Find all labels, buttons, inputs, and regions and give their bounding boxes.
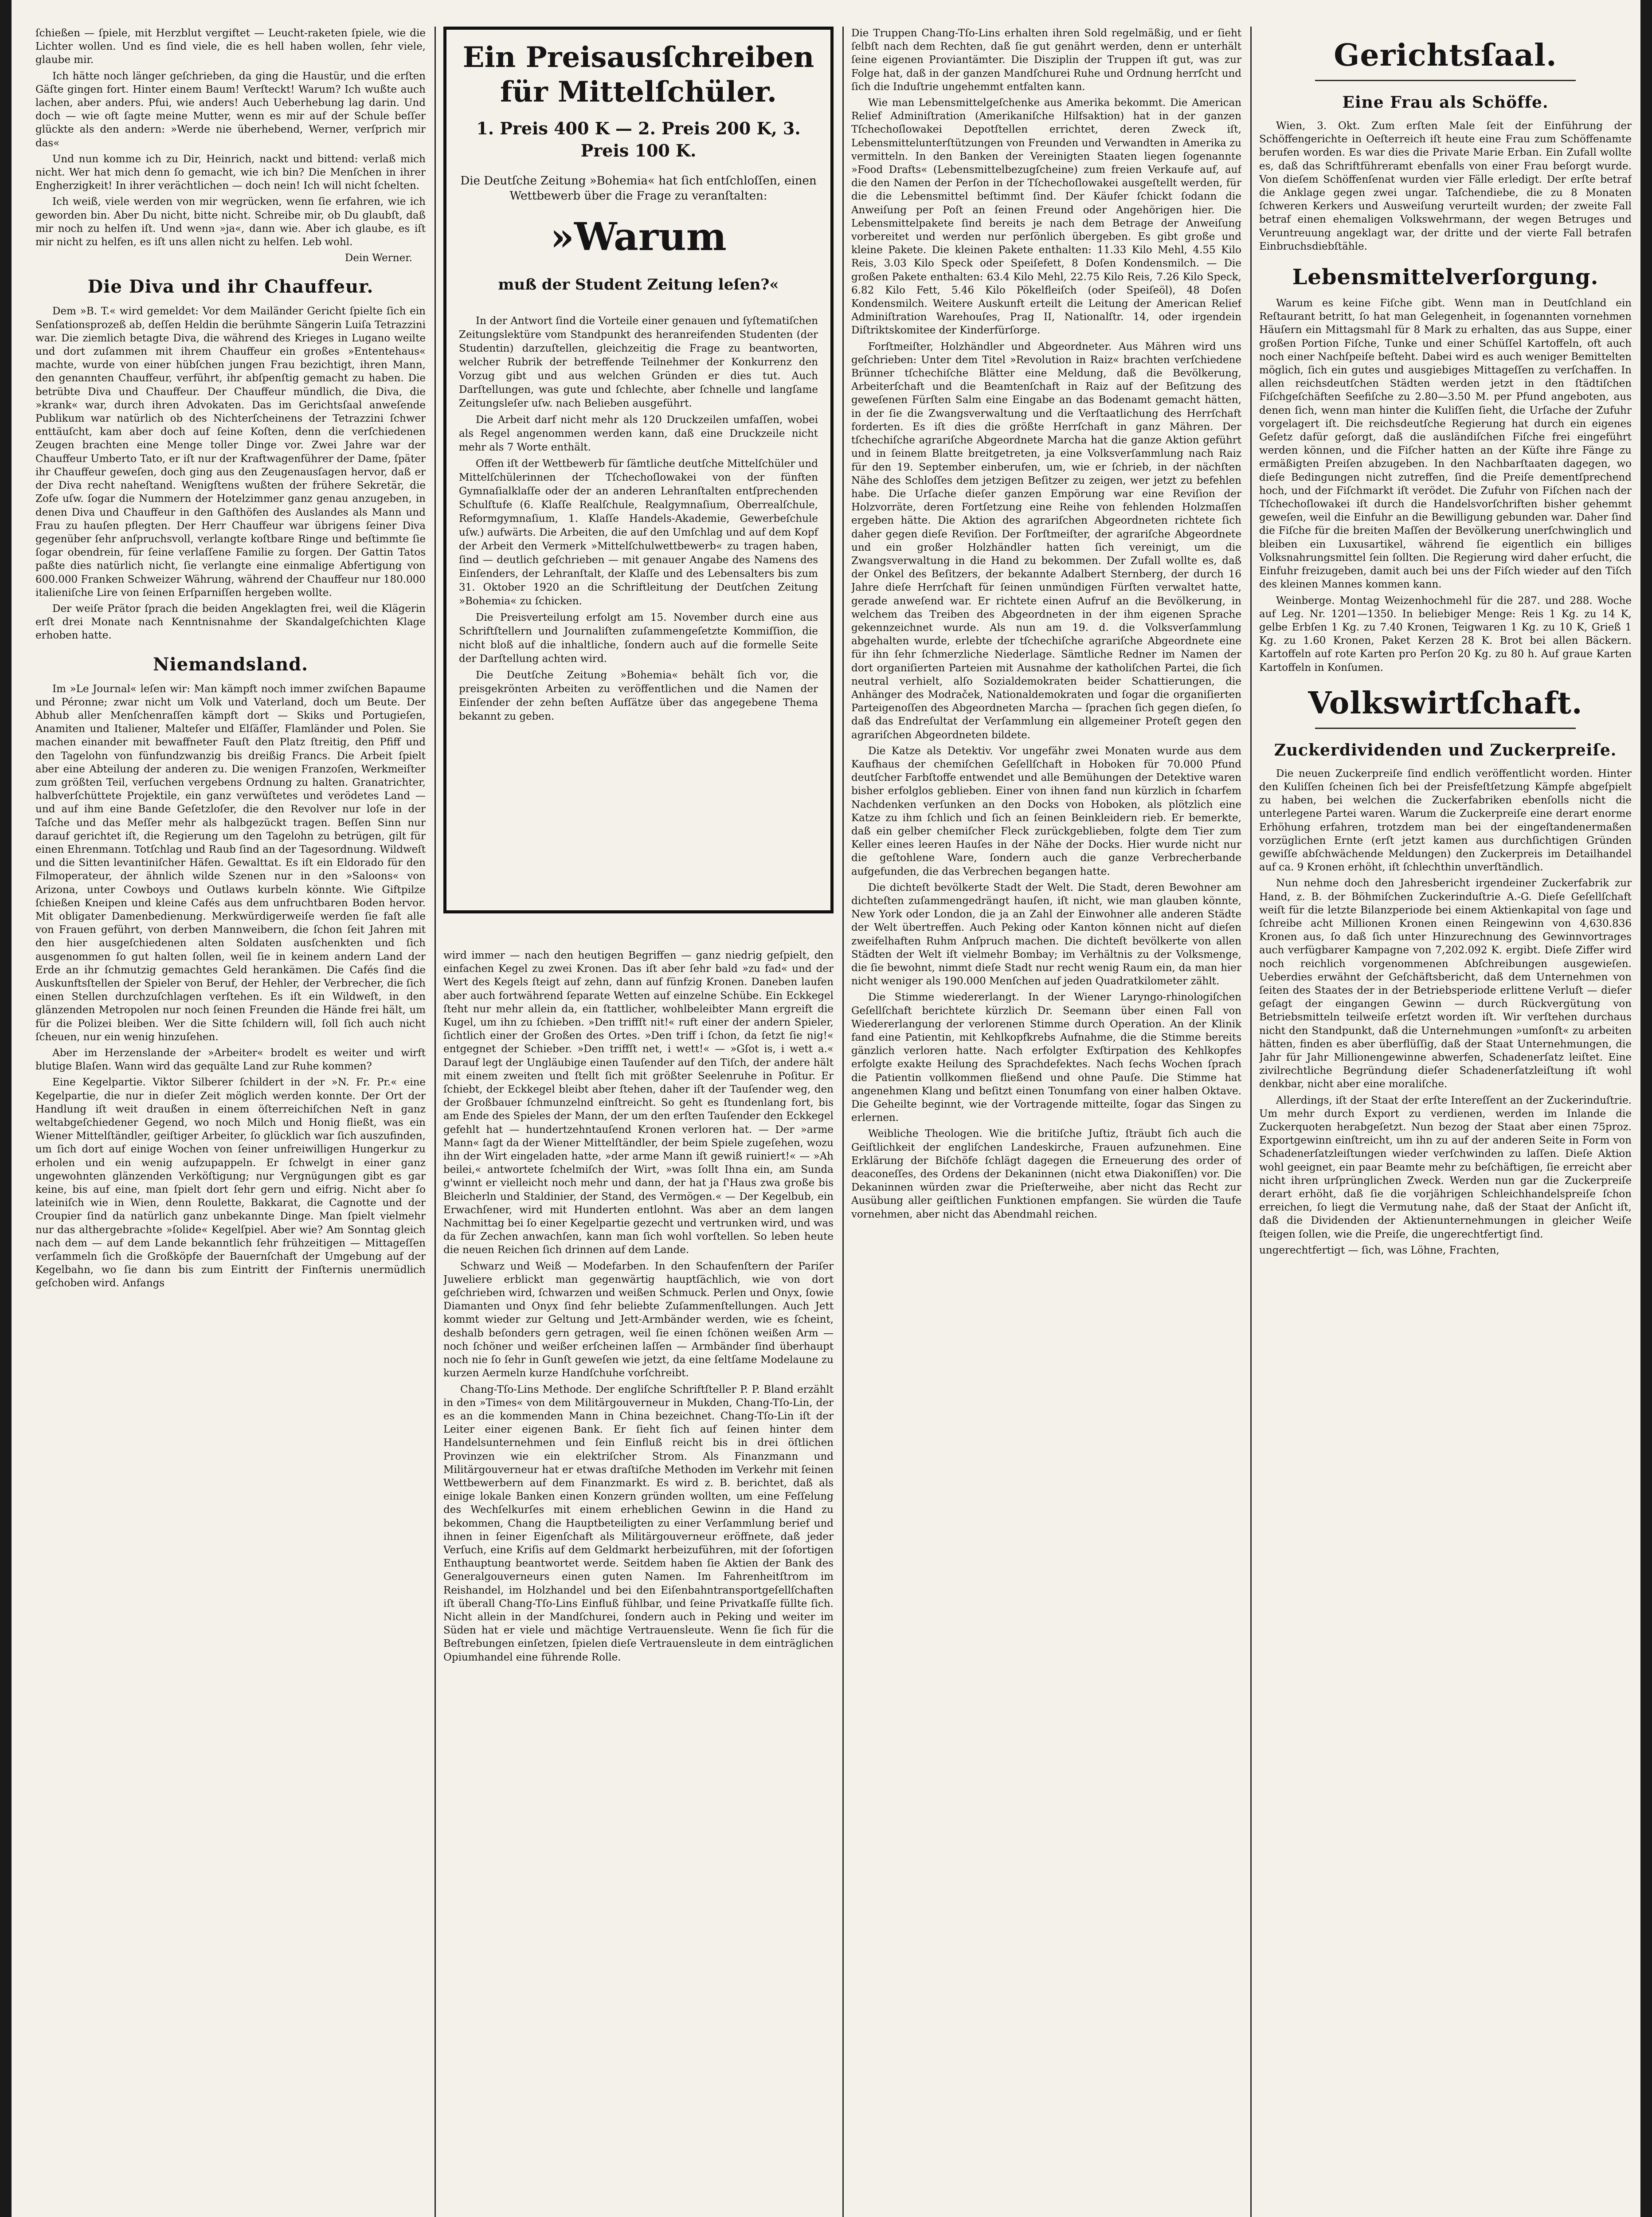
column-rule [1250,27,1252,2217]
article-headline-niemandsland: Niemandsland. [153,654,309,675]
article-paragraph: ungerechtfertigt — ſich, was Löhne, Frachten, [1259,1244,1499,1256]
contest-intro: Die Deutſche Zeitung »Bohemia« hat ſich entſchloſſen, einen Wettbewerb über die Frage zu veranſtalten: [460,174,817,203]
contest-question-main: »Warum [550,215,727,259]
article-paragraph: Warum es keine Fiſche gibt. Wenn man in Deutſchland ein Reſtaurant betritt, ſo hat man Gelegenheit, in ſogenannten vornehmen Häuſern ein Mittagsmahl für 8 Mark zu erhalten, das aus Suppe, einer großen Portion Fiſche, Tunke und einer Schüſſel Kartoffeln, oft auch noch einer Nachſpeiſe beſteht. Dabei wird es auch weniger Bemittelten möglich, ſich ein gutes und ausgiebiges Mittageſſen zu verſchaffen. In allen reichsdeutſchen Städten werden jetzt in den ſtädtiſchen Fiſchgeſchäften Seefiſche zu 2.80—3.50 M. per Pfund angeboten, aus denen ſich, wenn man hinter die Kuliſſen ſieht, die Urſache der Zufuhr vorgelagert iſt. Die reichsdeutſche Regierung hat durch ein eigenes Geſetz dafür geſorgt, daß die ausländiſchen Fiſche frei eingeführt werden können, und die Fiſcher hatten an der Küſte ihre Fänge zu ermäßigten Preiſen abzugeben. In den Nachbarſtaaten dagegen, wo dieſe Bedingungen nicht zutreffen, ſind die Preiſe dementſprechend hoch, und der Fiſchmarkt iſt verödet. Die Zufuhr von Fiſchen nach der Tſchechoſlowakei iſt durch die Handelsvorſchriften bisher gehemmt geweſen, weil die Einfuhr an die Bewilligung gebunden war. Daher ſind die Fiſche für die breiten Maſſen der Bevölkerung unerſchwinglich und bleiben ein Luxusartikel, während ſie eigentlich ein billiges Volksnahrungsmittel ſein ſollten. Die Regierung wird daher erſucht, die Einfuhr freizugeben, damit auch bei uns der Fiſch wieder auf den Tiſch des kleinen Mannes kommen kann. [1259,298,1632,591]
scan-edge-left [0,0,12,2217]
article-paragraph: Chang-Tſo-Lins Methode. Der engliſche Schriftſteller P. P. Bland erzählt in den »Times« von dem Militärgouverneur in Mukden, Chang-Tſo-Lin, der es an die kommenden Mann in China bezeichnet. Chang-Tſo-Lin iſt der Leiter einer eigenen Bank. Er ſieht ſich auf ſeinen hinter dem Handelsunternehmen und ſein Einfluß reicht bis in drei öſtlichen Provinzen wie ein elektriſcher Strom. Als Finanzmann und Militärgouverneur hat er etwas draſtiſche Methoden im Verkehr mit ſeinen Wettbewerbern auf dem Finanzmarkt. Es wird z. B. berichtet, daß als einige lokale Banken einen Konzern gründen wollten, um eine Feſſelung des Wechſelkurſes mit einem erheblichen Gewinn in die Hand zu bekommen, Chang die Hauptbeteiligten zu einer Verſammlung berief und ihnen in ſeiner Eigenſchaft als Militärgouverneur eröffnete, daß jeder Verſuch, eine Kriſis auf dem Geldmarkt herbeizuführen, mit der ſofortigen Enthauptung beantwortet werde. Seitdem haben ſie Aktien der Bank des Generalgouverneurs einen guten Namen. Im Fahrenheitſtrom im Reishandel, im Holzhandel und bei den Eiſenbahntransportgeſellſchaften iſt überall Chang-Tſo-Lins Einfluß fühlbar, und ſeine Privatkaſſe füllte ſich. Nicht allein in der Mandſchurei, ſondern auch in Peking und weiter im Süden hat er viele und mächtige Vertrauensleute. Wenn ſie ſich für die Beſtrebungen einſetzen, ſpielen dieſe Vertrauensleute in dem einträglichen Opiumhandel eine führende Rolle. [443,1383,834,1663]
column-4 [1259,27,1632,2217]
column-2-text [443,949,834,2217]
letter-paragraph: Ich weiß, viele werden von mir wegrücken, wenn ſie erfahren, wie ich geworden bin. Aber Du nicht, bitte nicht. Schreibe mir, ob Du glaubſt, daß mir noch zu helfen iſt. Und wenn »ja«, dann wie. Aber ich glaube, es iſt mir nicht zu helfen, es iſt uns allen nicht zu helfen. Leb wohl. [35,196,426,248]
column-rule [842,27,844,2217]
article-paragraph: Eine Kegelpartie. Viktor Silberer ſchildert in der »N. Fr. Pr.« eine Kegelpartie, die nur in dieſer Zeit möglich werden konnte. Der Ort der Handlung iſt weit draußen in einem öſterreichiſchen Neſt in ganz weltabgeſchiedener Gegend, wo noch Milch und Honig fließt, was ein Wiener Mittelſtändler, geiſtiger Arbeiter, ſo glücklich war ſich auszufinden, um ſich dort auf einige Wochen von ſeiner unfreiwilligen Hungerkur zu erholen und ein wenig aufzupappeln. Er ſchwelgt in einer ganz ungewohnten glänzenden Verköſtigung; nur Vergnügungen gibt es gar keine, bis auf eine, man ſpielt dort ſehr gern und eifrig. Nicht aber ſo lateiniſch wie in Wien, denn Roulette, Bakkarat, die Cagnotte und der Croupier ſind da natürlich ganz unbekannte Dinge. Man ſpielt vielmehr nur das althergebrachte »ſolide« Kegelſpiel. Aber wie? Am Sonntag gleich nach dem — auf dem Lande bekanntlich ſehr frühzeitigen — Mittageſſen verſammeln ſich die Großköpfe der Bauernſchaft der Umgebung auf der Kegelbahn, wo ſie dann bis zum Eintritt der Finſternis unermüdlich geſchoben wird. Anfangs [35,1077,426,1289]
contest-question-sub: muß der Student Zeitung leſen?« [498,275,779,294]
article-headline-schoeffe: Eine Frau als Schöffe. [1342,93,1549,112]
contest-paragraph: Die Deutſche Zeitung »Bohemia« behält ſich vor, die preisgekrönten Arbeiten zu veröffentlichen und die Namen der Einſender der zehn beſten Aufſätze über das angegebene Thema bekannt zu geben. [459,670,818,722]
section-headline-gerichtssaal: Gerichtsſaal. [1334,38,1557,73]
article-paragraph: Aber im Herzenslande der »Arbeiter« brodelt es weiter und wirft blutige Blaſen. Wann wird das gequälte Land zur Ruhe kommen? [35,1047,426,1073]
article-paragraph: Der weiſe Prätor ſprach die beiden Angeklagten frei, weil die Klägerin erſt drei Monate nach Kenntnisnahme der Skandalgeſchichten Klage erhoben hatte. [35,603,426,642]
article-paragraph: Nun nehme doch den Jahresbericht irgendeiner Zuckerfabrik zur Hand, z. B. der Böhmiſchen Zuckerinduſtrie A.-G. Dieſe Geſellſchaft weiſt für die letzte Bilanzperiode bei einem Aktienkapital von ſage und ſchreibe acht Millionen Kronen einen Reingewinn von 4,630.836 Kronen aus, ſo daß ſich unter Hinzurechnung des Gewinnvortrages auch verfügbarer Kampagne von 7,202.092 K. ergibt. Dieſe Ziffer wird noch reichlich vorgenommenen Abſchreibungen ausgewieſen. Ueberdies erwähnt der Geſchäftsbericht, daß dem Unternehmen von ſeiten des Staates der in der Betriebsperiode erlittene Verluſt — dieſer geſagt der eingangen Gewinn — durch Rückvergütung von Betriebsmitteln teilweiſe erſetzt worden iſt. Wir verſtehen durchaus nicht den Standpunkt, daß die Unternehmungen »umſonſt« zu arbeiten hätten, finden es aber überflüſſig, daß der Staat Unternehmungen, die Jahr für Jahr Millionengewinne abwerfen, Schadenerſatz leiſtet. Eine zivilrechtliche Begründung dieſer Schadenerſatzleiſtung iſt wohl denkbar, nicht aber eine moraliſche. [1259,877,1632,1090]
contest-paragraph: Offen iſt der Wettbewerb für ſämtliche deutſche Mittelſchüler und Mittelſchülerinnen der Tſchechoſlowakei von der fünften Gymnaſialklaſſe oder der an anderen Lehranſtalten entſprechenden Schulſtufe (6. Klaſſe Realſchule, Realgymnaſium, Oberrealſchule, Reformgymnaſium, 1. Klaſſe Handels-Akademie, Gewerbeſchule uſw.) aufwärts. Die Arbeiten, die auf den Umſchlag und auf dem Kopf der Arbeit den Vermerk »Mittelſchulwettbewerb« zu tragen haben, ſind — deutlich geſchrieben — mit genauer Angabe des Namens des Einſenders, der Lehranſtalt, der Klaſſe und des Lebensalters bis zum 31. Oktober 1920 an die Schriftleitung der Deutſchen Zeitung »Bohemia« zu ſchicken. [459,458,818,607]
article-paragraph: Die Katze als Detektiv. Vor ungefähr zwei Monaten wurde aus dem Kaufhaus der chemiſchen Geſellſchaft in Hoboken für 70.000 Pfund deutſcher Farbſtoffe entwendet und alle Bemühungen der Detektive waren bisher erfolglos geblieben. Einer von ihnen fand nun kürzlich in ſcharfem Nachdenken verſunken an den Docks von Hoboken, als plötzlich eine Katze zu ihm ſchlich und ſich an ſeinen Beinkleidern rieb. Er bemerkte, daß ein gelber chemiſcher Fleck zurückgeblieben, folgte dem Tier zum Keller eines leeren Hauſes in der Nähe der Docks. Hier wurde nicht nur die geſtohlene Ware, ſondern auch die ganze Verbrecherbande aufgefunden, die das Verbrechen begangen hatte. [851,745,1241,877]
letter-paragraph: Ich hätte noch länger geſchrieben, da ging die Haustür, und die erſten Gäſte gingen fort. Hinter einem Baum! Verſteckt! Warum? Ich wußte auch lachen, aber anders. Pfui, wie anders! Auch Ueberhebung lag darin. Und doch — wie oft ſagte meine Mutter, wenn es mir auf der Schule beſſer glückte als den andern: »Werde nie überhebend, Werner, verſprich mir das« [35,70,426,149]
contest-prizes: 1. Preis 400 K — 2. Preis 200 K, 3. Preis 100 K. [476,118,801,161]
scan-edge-right [1640,0,1652,2217]
section-headline-volkswirtschaft: Volkswirtſchaft. [1308,685,1583,721]
column-1 [35,27,426,2217]
article-paragraph: wird immer — nach den heutigen Begriffen — ganz niedrig geſpielt, den einfachen Kegel zu zwei Kronen. Das iſt aber ſehr bald »zu fad« und der Wert des Kegels ſteigt auf zehn, dann auf fünfzig Kronen. Daneben laufen aber auch fortwährend ſeparate Wetten auf einzelne Schübe. Ein Eckkegel ſteht nur mehr allein da, ein ſtattlicher, wohlbeleibter Mann ergreift die Kugel, um ihn zu ſchieben. »Den triffſt nit!« ruft einer der andern Spieler, ſichtlich einer der Großen des Ortes. »Den triff i ſchon, da ſetzt ſie nig!« entgegnet der Schieber. »Den triffſt net, i wett!« — »Gſot is, i wett a.« Darauf legt der Ungläubige einen Tauſender auf den Tiſch, der andere hält mit einem zweiten und ſtellt ſich mit größter Seelenruhe in Poſitur. Er ſchiebt, der Eckkegel bleibt aber ſtehen, daher iſt der Tauſender weg, den der Großbauer ſchmunzelnd einſtreicht. So geht es ſtundenlang fort, bis am Ende des Spieles der Mann, der um den erſten Tauſender den Eckkegel gefehlt hat — hundertzehntauſend Kronen verloren hat. — Der »arme Mann« ſagt da der Wiener Mittelſtändler, der beim Spiele zugeſehen, wozu ihn der Wirt eingeladen hatte, »der arme Mann iſt gewiß ruiniert!« — »Ah beilei,« antwortete ſchelmiſch der Wirt, »was ſollt Ihna ein, am Sunda g'winnt er vielleicht noch mehr und dann, der hat ja ſ'Haus zwa große bis Bleicherln und Staldinier, der Stand, des Vermögen.« — Der Kegelbub, ein Erwachſener, wird mit Hunderten entlohnt. Was aber an dem langen Nachmittag bei ſo einer Kegelpartie gezecht und vertrunken wird, und was da für Zechen anwachſen, kann man ſich wohl vorſtellen. So leben heute die neuen Reichen ſich drinnen auf dem Lande. [443,950,834,1256]
contest-title: Ein Preisausſchreiben für Mittelſchüler. [462,41,814,109]
article-paragraph: Die neuen Zuckerpreiſe ſind endlich veröffentlicht worden. Hinter den Kuliſſen ſcheinen ſich bei der Preisfeſtſetzung Kämpfe abgeſpielt zu haben, bei welchen die Zuckerfabriken ebenſolls nicht die unterlegene Partei waren. Warum die Zuckerpreiſe eine derart enorme Erhöhung erfahren, trotzdem man bei der eingeſtandenermaßen vorzüglichen Ernte (erſt jetzt kamen aus durchſichtigen Gründen gewiſſe abſchwächende Meldungen) den Zuckerpreis im Detailhandel auf ca. 9 Kronen erhöht, iſt ſchlechthin unverſtändlich. [1259,768,1632,873]
article-paragraph: Forſtmeiſter, Holzhändler und Abgeordneter. Aus Mähren wird uns geſchrieben: Unter dem Titel »Revolution in Raiz« brachten verſchiedene Brünner tſchechiſche Blätter eine Meldung, daß die Bevölkerung, Arbeiterſchaft und die Beamtenſchaft in Raiz auf der Beſitzung des geweſenen Fürſten Salm eine Eingabe an das Bodenamt gemacht hätten, in der ſie die Zwangsverwaltung und die Verſtaatlichung des Herrſchaft forderten. Es iſt dies die größte Herrſchaft in ganz Mähren. Der tſchechiſche agrariſche Abgeordnete Marcha hat die ganze Aktion geführt und in ſeinem Blatte breitgetreten, ja eine Volksverſammlung nach Raiz für den 19. September einberufen, um, wie er ſchrieb, in der nächſten Nähe des Schloſſes dem jetzigen Beſitzer zu zeigen, wer jetzt zu befehlen habe. Die Urſache dieſer ganzen Empörung war eine Reviſion der Holzvorräte, deren Fortſetzung eine Reihe von fehlenden Holzmaſſen ergeben hätte. Die Aktion des agrariſchen Abgeordneten richtete ſich daher gegen dieſe Reviſion. Der Forſtmeiſter, der agrariſche Abgeordnete und ein großer Holzhändler hatten ſich vereinigt, um die Zwangsverwaltung in die Hand zu bekommen. Der Zufall wollte es, daß der Onkel des Beſitzers, der bekannte Adalbert Sternberg, der durch 16 Jahre dieſe Herrſchaft für ſeinen unmündigen Fürſten verwaltet hatte, gerade anweſend war. Er richtete einen Aufruf an die Bevölkerung, in welchem das Treiben des Abgeordneten in der ihm eigenen Sprache gekennzeichnet wurde. Als nun am 19. d. die Volksverſammlung abgehalten wurde, erlebte der tſchechiſche agrariſche Abgeordnete eine für ihn ſehr ſchmerzliche Niederlage. Sämtliche Redner im Namen der dort organiſierten Parteien mit Ausnahme der katholiſchen Partei, die ſich neutral verhielt, alſo Sozialdemokraten beider Schattierungen, die Anhänger des Modraček, Nationaldemokraten und ſogar die organiſierten Parteigenoſſen des Abgeordneten Marcha — ſprachen ſich gegen dieſen, ſo daß das Endreſultat der Verſammlung ein allgemeiner Proteſt gegen den agrariſchen Abgeordneten bildete. [851,341,1241,741]
column-3 [851,27,1241,2217]
article-headline-zucker: Zuckerdividenden und Zuckerpreiſe. [1274,740,1617,760]
article-paragraph: Weinberge. Montag Weizenhochmehl für die 287. und 288. Woche auf Leg. Nr. 1201—1350. In beliebiger Menge: Reis 1 Kg. zu 14 K, gelbe Erbſen 1 Kg. zu 7.40 Kronen, Teigwaren 1 Kg. zu 10 K, Grieß 1 Kg. zu 1.60 Kronen, Paket Kerzen 28 K. Brot bei allen Bäckern. Kartoffeln auf rote Karten pro Perſon 20 Kg. zu 80 h. Auf graue Karten Kartoffeln in Konſumen. [1259,595,1632,674]
contest-paragraph: In der Antwort ſind die Vorteile einer genauen und ſyſtematiſchen Zeitungslektüre vom Standpunkt des heranreifenden Studenten (der Studentin) darzuſtellen, gleichzeitig die Frage zu beantworten, welcher Rubrik der betreffende Teilnehmer der Konkurrenz den Vorzug gibt und aus welchen Gründen er dies tut. Auch Darſtellungen, was gute und ſchlechte, aber ſchnelle und langſame Zeitungsleſer uſw. nach Belieben ausgeführt. [459,315,818,409]
headline-rule [1315,728,1576,729]
section-headline-lebensmittel: Lebensmittelverſorgung. [1292,265,1599,290]
contest-paragraph: Die Preisverteilung erfolgt am 15. November durch eine aus Schriftſtellern und Journaliſten zuſammengeſetzte Kommiſſion, die nicht bloß auf die inhaltliche, ſondern auch auf die formelle Seite der Darſtellung achten wird. [459,612,818,665]
letter-paragraph: Und nun komme ich zu Dir, Heinrich, nackt und bittend: verlaß mich nicht. Wer hat mich denn ſo gemacht, wie ich bin? Die Menſchen in ihrer Engherzigkeit! In ihrer verächtlichen — doch nein! Ich will nicht ſchelten. [35,153,426,192]
article-paragraph: Im »Le Journal« leſen wir: Man kämpft noch immer zwiſchen Bapaume und Péronne; zwar nicht um Volk und Vaterland, doch um Beute. Der Abhub aller Menſchenraſſen kämpft dort — Skiks und Portugieſen, Anamiten und Italiener, Malteſer und Elſäſſer, Flamländer und Polen. Sie machen einander mit bewaffneter Fauſt den Platz ſtreitig, den Pfiff und den Tagelohn von fünfundzwanzig bis dreißig Francs. Die Arbeit ſpielt aber eine Abteilung der anderen zu. Die wenigen Franzoſen, Werkmeiſter zum größten Teil, verſuchen vergebens Ordnung zu halten. Granatrichter, halbverſchüttete Projektile, ein ganz verwüſtetes und verödetes Land — und auf ihm eine Bande Geſetzloſer, die den Revolver nur loſe in der Taſche und das Meſſer mehr als halbgezückt tragen. Beſſen Sinn nur darauf gerichtet iſt, die Regierung um den Tagelohn zu betrügen, gilt für einen Ehrenmann. Totſchlag und Raub ſind an der Tagesordnung. Wildweſt und die Sitten levantiniſcher Häfen. Gewalttat. Es iſt ein Eldorado für den Filmoperateur, der ähnlich wilde Szenen nur in den »Saloons« von Arizona, unter Cowboys und Outlaws kurbeln könnte. Wie Giftpilze ſchießen Kneipen und kleine Cafés aus dem unfruchtbaren Boden hervor. Mit obligater Damenbedienung. Merkwürdigerweiſe werden ſie faſt alle von Frauen geführt, von derben Mannweibern, die ſchon ſeit Jahren mit den hier ausgeſchiedenen alten Soldaten ausſchenkten und ſich ausgenommen ſo gut halten ſollen, weil ſie in keinem andern Land der Erde an ihr ſchmutzig gemachtes Geld herankämen. Die Cafés ſind die Auskunftsſtellen der Spieler von Beruf, der Hehler, der Verbrecher, die ſich einen Stellen durchzuſchlagen verſtehen. Es iſt ein Wildweſt, in den glänzenden Metropolen nur noch ſeinen Freunden die Hände frei hält, um für die Polizei bleiben. Wer die Sitte ſchildern will, ſoll ſich auch nicht ſcheuen, nur ein wenig hinzuſehen. [35,683,426,1043]
article-paragraph: Die Stimme wiedererlangt. In der Wiener Laryngo-rhinologiſchen Geſellſchaft berichtete kürzlich Dr. Seemann über einen Fall von Wiedererlangung der verlorenen Stimme durch Operation. An der Klinik fand eine Patientin, mit Kehlkopfkrebs Aufnahme, die die Stimme bereits gänzlich verloren hatte. Nach erfolgter Exſtirpation des Kehlkopfes erfolgte exakte Heilung des Sprachdefektes. Nach ſechs Wochen ſprach die Patientin vollkommen fließend und ohne Pauſe. Die Stimme hat angenehmen Klang und beſitzt einen Tonumfang von einer halben Oktave. Die Geheilte beginnt, wie der Vortragende mitteilte, ſogar das Singen zu erlernen. [851,991,1241,1124]
article-headline-diva: Die Diva und ihr Chauffeur. [87,276,374,298]
article-paragraph: Wie man Lebensmittelgeſchenke aus Amerika bekommt. Die American Relief Adminiſtration (Amerikaniſche Hilfsaktion) hat in der ganzen Tſchechoſlowakei Depotſtellen errichtet, deren Zweck iſt, Lebensmittelunterſtützungen von Freunden und Verwandten in Amerika zu vermitteln. In den Banken der Vereinigten Staaten liegen ſogenannte »Food Drafts« (Lebensmittelbezugſcheine) zum freien Verkaufe auf, auf die den Namen der Perſon in der Tſchechoſlowakei ausgeſtellt werden, für die die Lebensmittel beſtimmt ſind. Der Käufer ſchickt ſodann die Anweiſung per Poſt an ſeinen Freund oder Angehörigen hier. Die Lebensmittelpakete ſind bereits je nach dem Betrage der Anweiſung vorbereitet und werden nur perſönlich übergeben. Es gibt große und kleine Pakete. Die kleinen Pakete enthalten: 11.33 Kilo Mehl, 4.55 Kilo Reis, 3.03 Kilo Speck oder Speiſefett, 8 Doſen Kondensmilch. — Die großen Pakete enthalten: 63.4 Kilo Mehl, 22.75 Kilo Reis, 7.26 Kilo Speck, 6.82 Kilo Fett, 5.46 Kilo Pökelfleiſch (oder Speiſeöl), 48 Doſen Kondensmilch. Weitere Auskunft erteilt die Leitung der American Relief Adminiſtration Warehouſes, Prag II, Nationalſtr. 14, oder irgendein Diſtriktskomitee der Kinderfürſorge. [851,97,1241,337]
article-paragraph: Wien, 3. Okt. Zum erſten Male ſeit der Einführung der Schöffengerichte in Oeſterreich iſt heute eine Frau zum Schöffenamte berufen worden. Es war dies die Private Marie Erban. Ein Zufall wollte es, daß das Schriftführeramt ebenfalls von einer Frau beſorgt wurde. Von dieſem Schöffenſenat wurden vier Fälle erledigt. Der erſte betraf die Anklage gegen zwei ungar. Taſchendiebe, die zu 8 Monaten ſchweren Kerkers und Ausweiſung verurteilt wurden; der zweite Fall betraf einen ehemaligen Volkswehrmann, der wegen Betruges und Veruntreuung angeklagt war, der dritte und der vierte Fall betrafen Einbruchsdiebſtähle. [1259,120,1632,252]
contest-paragraph: Die Arbeit darf nicht mehr als 120 Druckzeilen umfaſſen, wobei als Regel angenommen werden kann, daß eine Druckzeile nicht mehr als 7 Worte enthält. [459,414,818,453]
article-paragraph: Allerdings, iſt der Staat der erſte Intereſſent an der Zuckerinduſtrie. Um mehr durch Export zu verdienen, werden im Inlande die Zuckerquoten herabgeſetzt. Nun bezog der Staat aber einen 75proz. Exportgewinn einſtreicht, um ihn zu auf der anderen Seite in Form von Schadenerſatzleiſtungen wieder verſchwinden zu laſſen. Dieſe Aktion wohl geeignet, ein paar Beamte mehr zu beſchäftigen, ſie erreicht aber nicht ihren urſprünglichen Zweck. Werden nun gar die Zuckerpreiſe derart erhöht, daß ſie die vorjährigen Schleichhandelspreiſe ſchon erreichen, ſo liegt die Vermutung nahe, daß der Staat der Anſicht iſt, daß die Dividenden der Aktienunternehmungen in gleicher Weiſe ſteigen ſollen, wie die Preiſe, die ungerechtfertigt ſind. [1259,1094,1632,1240]
letter-paragraph: ſchießen — ſpiele, mit Herzblut vergiftet — Leucht-raketen ſpiele, wie die Lichter wollen. Und es ſind viele, die es hell haben wollen, ſehr viele, glaube mir. [35,27,426,66]
article-paragraph: Die Truppen Chang-Tſo-Lins erhalten ihren Sold regelmäßig, und er ſieht ſelbſt nach dem Rechten, daß ſie gut genährt werden, denn er unterhält ſeine eigenen Proviantämter. Die Disziplin der Truppen iſt gut, was zur Folge hat, daß in der ganzen Mandſchurei Ruhe und Ordnung herrſcht und ſich die Induſtrie ungehemmt entfalten kann. [851,27,1241,93]
article-paragraph: Die dichteſt bevölkerte Stadt der Welt. Die Stadt, deren Bewohner am dichteſten zuſammengedrängt hauſen, iſt nicht, wie man glauben könnte, New York oder London, die ja an Zahl der Einwohner alle anderen Städte der Welt übertreffen. Auch Peking oder Kanton können nicht auf dieſen zweifelhaften Ruhm Anſpruch machen. Die dichteſt bevölkerte von allen Städten der Welt iſt vielmehr Bombay; im Verhältnis zu der Volksmenge, die ſie bewohnt, nimmt dieſe Stadt nur recht wenig Raum ein, da man hier nicht weniger als 190.000 Menſchen auf jeden Quadratkilometer zählt. [851,881,1241,987]
article-paragraph: Schwarz und Weiß — Modefarben. In den Schaufenſtern der Pariſer Juweliere erblickt man gegenwärtig hauptſächlich, wie von dort geſchrieben wird, ſchwarzen und weißen Schmuck. Perlen und Onyx, ſowie Diamanten und Onyx ſind ſehr beliebte Zuſammenſtellungen. Auch Jett kommt wieder zur Geltung und Jett-Armbänder werden, wie es ſcheint, deshalb beſonders gern getragen, weil ſie einen ſchönen weißen Arm — noch ſchöner und weißer erſcheinen laſſen — Armbänder ſind überhaupt noch nie ſo ſehr in Gunſt geweſen wie jetzt, da eine ſeltſame Modelaune zu kurzen Aermeln kurze Handſchuhe vorſchreibt. [443,1260,834,1379]
column-rule [435,27,436,2217]
article-paragraph: Weibliche Theologen. Wie die britiſche Juſtiz, ſträubt ſich auch die Geiſtlichkeit der engliſchen Landeskirche, Frauen aufzunehmen. Eine Erklärung der Biſchöfe ſchlägt dagegen die Erneuerung des order of deaconeſſes, des Ordens der Dekaninnen (nicht etwa Diakoniſſen) vor. Die Dekaninnen würden zwar die Prieſterweihe, aber nicht das Recht zur Ausübung aller geiſtlichen Funktionen empfangen. Sie würden die Taufe vornehmen, aber nicht das Abendmahl reichen. [851,1128,1241,1220]
letter-signature: Dein Werner. [344,252,412,264]
contest-question [459,215,818,304]
headline-rule [1315,80,1576,81]
contest-announcement-box [443,27,834,913]
article-paragraph: Dem »B. T.« wird gemeldet: Vor dem Mailänder Gericht ſpielte ſich ein Senſationsprozeß ab, deſſen Heldin die berühmte Sängerin Luiſa Tetrazzini war. Die ziemlich betagte Diva, die während des Krieges in Lugano weilte und dort zuſammen mit ihrem Chauffeur ein großes »Ententehaus« machte, wurde von einer hübſchen jungen Frau bezichtigt, ihren Mann, den genannten Chauffeur, verführt, ihr abſpenſtig gemacht zu haben. Die betrübte Diva und Chauffeur. Der Chauffeur mündlich, die Diva, die »krank« war, durch ihren Advokaten. Das im Gerichtsſaal anweſende Publikum war natürlich ob des Nichterſcheinens der Tetrazzini ſchwer enttäuſcht, kam aber doch auf ſeine Koſten, denn die verſchiedenen Zeugen brachten eine Menge toller Dinge vor. Zwei Jahre war der Chauffeur Umberto Tato, er iſt nur der Kraftwagenführer der Dame, ſpäter ihr Chauffeur geweſen, doch ging aus den Zeugenausſagen hervor, daß er der Diva recht naheſtand. Wenigſtens wußten der frühere Sekretär, die Zofe uſw. ſogar die Nummern der Hotelzimmer ganz genau anzugeben, in denen Diva und Chauffeur in den Gaſthöfen des Auslandes als Mann und Frau zu hauſen pflegten. Der Herr Chauffeur war übrigens ſeiner Diva gegenüber ſehr anſpruchsvoll, verlangte koſtbare Ringe und beſtimmte ſie ſogar obendrein, für ſeine verlaſſene Familie zu ſorgen. Der Gattin Tatos paßte dies natürlich nicht, ſie verlangte eine einmalige Abfertigung von 600.000 Franken Schweizer Währung, während der Chauffeur nur 180.000 italieniſche Lire von ſeinen Erſparniſſen hergeben wollte. [35,306,426,599]
